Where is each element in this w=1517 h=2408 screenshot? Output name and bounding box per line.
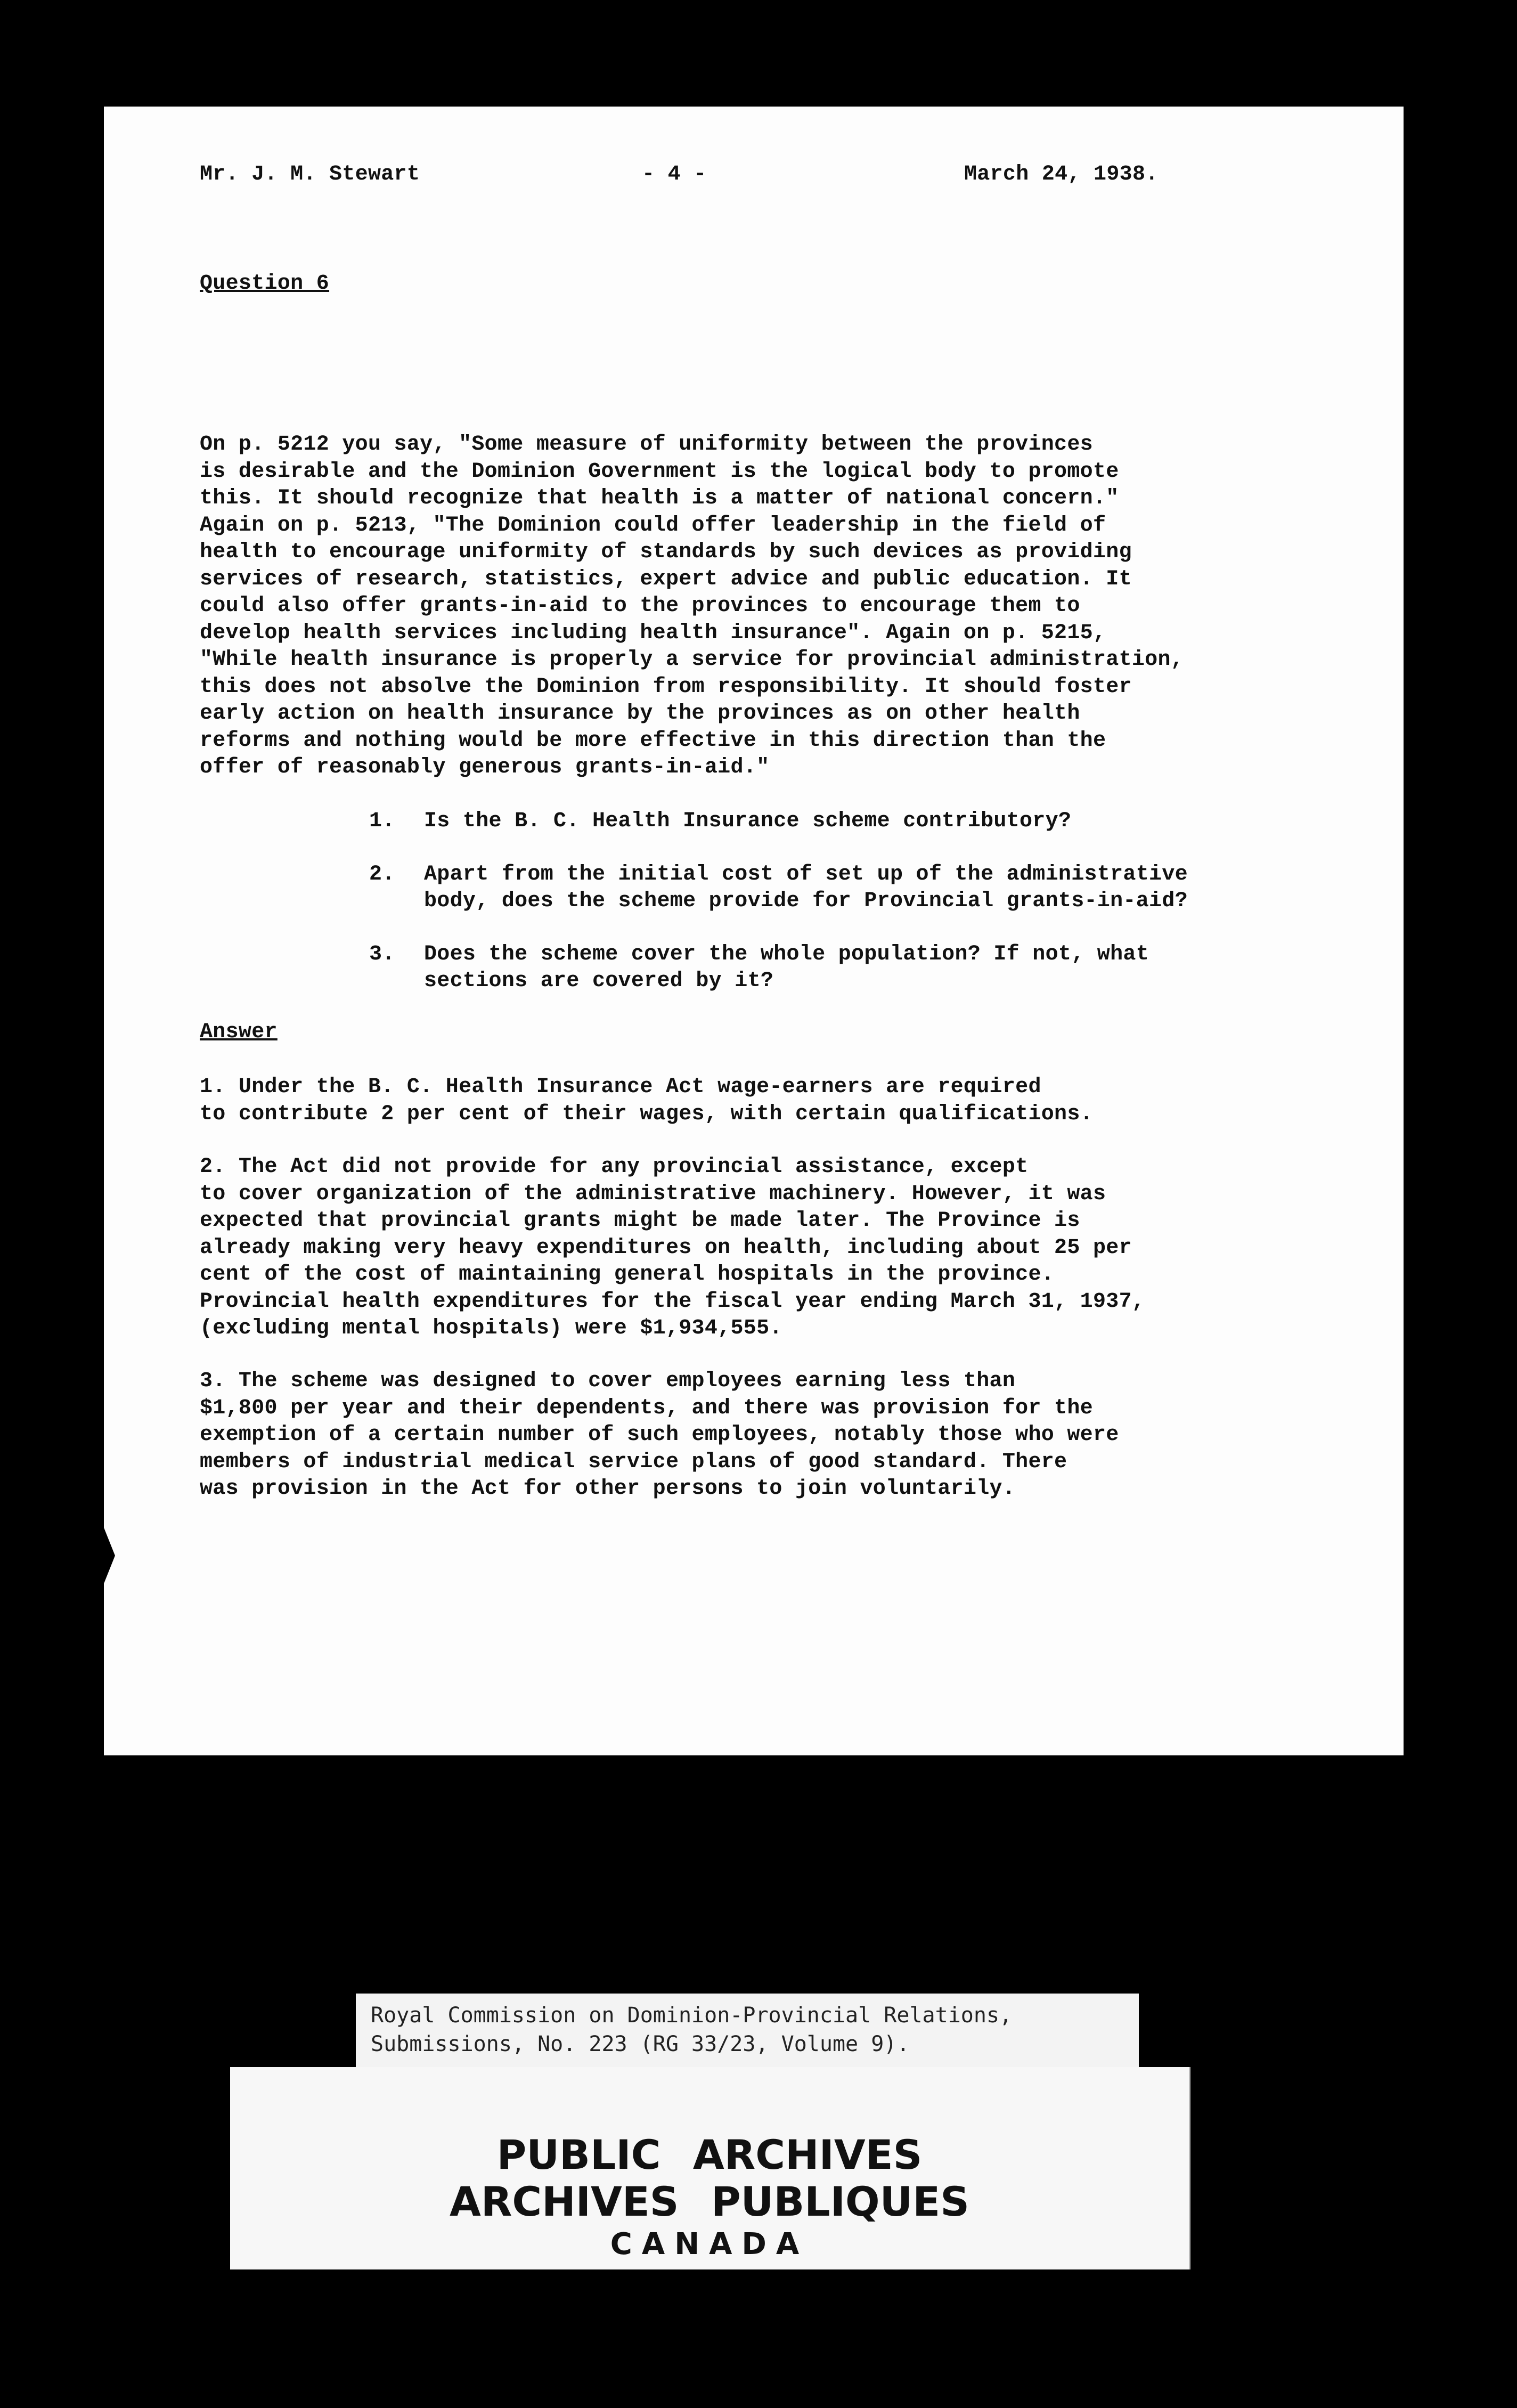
paragraph-line: this does not absolve the Dominion from responsibility. It should foster bbox=[200, 674, 1132, 699]
item-text bbox=[424, 941, 1149, 995]
page-edge-mark bbox=[102, 1524, 115, 1588]
paragraph-line: services of research, statistics, expert advice and public education. It bbox=[200, 567, 1132, 591]
item-line: body, does the scheme provide for Provincial grants-in-aid? bbox=[424, 889, 1188, 913]
page-number: - 4 - bbox=[642, 162, 707, 186]
answer-paragraph-2 bbox=[200, 1154, 1145, 1343]
paragraph-line: 2. The Act did not provide for any provincial assistance, except bbox=[200, 1155, 1029, 1179]
letter-date: March 24, 1938. bbox=[964, 162, 1159, 186]
archives-stamp bbox=[230, 2067, 1190, 2269]
paragraph-line: Provincial health expenditures for the fiscal year ending March 31, 1937, bbox=[200, 1289, 1145, 1314]
item-line: Does the scheme cover the whole population? If not, what bbox=[424, 942, 1149, 966]
citation-line-1: Royal Commission on Dominion-Provincial Relations, bbox=[371, 2003, 1013, 2028]
paragraph-line: to cover organization of the administrative machinery. However, it was bbox=[200, 1182, 1106, 1206]
answer-paragraph-3 bbox=[200, 1368, 1119, 1503]
paragraph-line: exemption of a certain number of such employees, notably those who were bbox=[200, 1423, 1119, 1447]
item-number: 3. bbox=[369, 942, 395, 966]
paragraph-line: reforms and nothing would be more effective in this direction than the bbox=[200, 728, 1106, 753]
paragraph-line: offer of reasonably generous grants-in-aid." bbox=[200, 755, 770, 779]
paragraph-line: this. It should recognize that health is a matter of national concern." bbox=[200, 486, 1119, 510]
document-page bbox=[104, 107, 1404, 1755]
answer-title: Answer bbox=[200, 1020, 278, 1044]
item-line: Is the B. C. Health Insurance scheme contributory? bbox=[424, 809, 1072, 833]
paragraph-line: cent of the cost of maintaining general hospitals in the province. bbox=[200, 1263, 1055, 1287]
citation-label bbox=[356, 1994, 1139, 2068]
paragraph-line: 1. Under the B. C. Health Insurance Act wage-earners are required bbox=[200, 1075, 1041, 1099]
item-text bbox=[424, 808, 1071, 835]
paragraph-line: was provision in the Act for other persons to join voluntarily. bbox=[200, 1477, 1016, 1501]
paragraph-line: On p. 5212 you say, "Some measure of uniformity between the provinces bbox=[200, 433, 1093, 457]
item-number: 1. bbox=[369, 809, 395, 833]
citation-line-2: Submissions, No. 223 (RG 33/23, Volume 9). bbox=[371, 2032, 910, 2056]
paragraph-line: health to encourage uniformity of standards by such devices as providing bbox=[200, 540, 1132, 564]
addressee: Mr. J. M. Stewart bbox=[200, 162, 420, 186]
paragraph-line: is desirable and the Dominion Government is the logical body to promote bbox=[200, 459, 1119, 484]
item-line: Apart from the initial cost of set up of the administrative bbox=[424, 863, 1188, 886]
item-number: 2. bbox=[369, 863, 395, 886]
paragraph-line: to contribute 2 per cent of their wages, with certain qualifications. bbox=[200, 1102, 1093, 1126]
question-title: Question 6 bbox=[200, 272, 330, 296]
question-paragraph bbox=[200, 432, 1184, 782]
paragraph-line: $1,800 per year and their dependents, and there was provision for the bbox=[200, 1396, 1093, 1420]
stamp-line-public-archives: PUBLIC ARCHIVES bbox=[496, 2131, 923, 2178]
paragraph-line: develop health services including health insurance". Again on p. 5215, bbox=[200, 621, 1106, 645]
answer-paragraph-1 bbox=[200, 1074, 1093, 1128]
paragraph-line: 3. The scheme was designed to cover employees earning less than bbox=[200, 1369, 1016, 1393]
paragraph-line: could also offer grants-in-aid to the provinces to encourage them to bbox=[200, 594, 1080, 618]
paragraph-line: expected that provincial grants might be made later. The Province is bbox=[200, 1209, 1080, 1233]
letter-header bbox=[200, 162, 1228, 194]
stamp-line-canada: CANADA bbox=[610, 2227, 809, 2261]
paragraph-line: already making very heavy expenditures on health, including about 25 per bbox=[200, 1235, 1132, 1260]
item-line: sections are covered by it? bbox=[424, 969, 774, 993]
item-text bbox=[424, 861, 1188, 915]
paragraph-line: early action on health insurance by the provinces as on other health bbox=[200, 702, 1080, 726]
paragraph-line: Again on p. 5213, "The Dominion could offer leadership in the field of bbox=[200, 513, 1106, 538]
stamp-line-archives-publiques: ARCHIVES PUBLIQUES bbox=[450, 2178, 969, 2225]
paragraph-line: "While health insurance is properly a service for provincial administration, bbox=[200, 648, 1184, 672]
paragraph-line: members of industrial medical service plans of good standard. There bbox=[200, 1450, 1067, 1474]
paragraph-line: (excluding mental hospitals) were $1,934,555. bbox=[200, 1316, 782, 1340]
